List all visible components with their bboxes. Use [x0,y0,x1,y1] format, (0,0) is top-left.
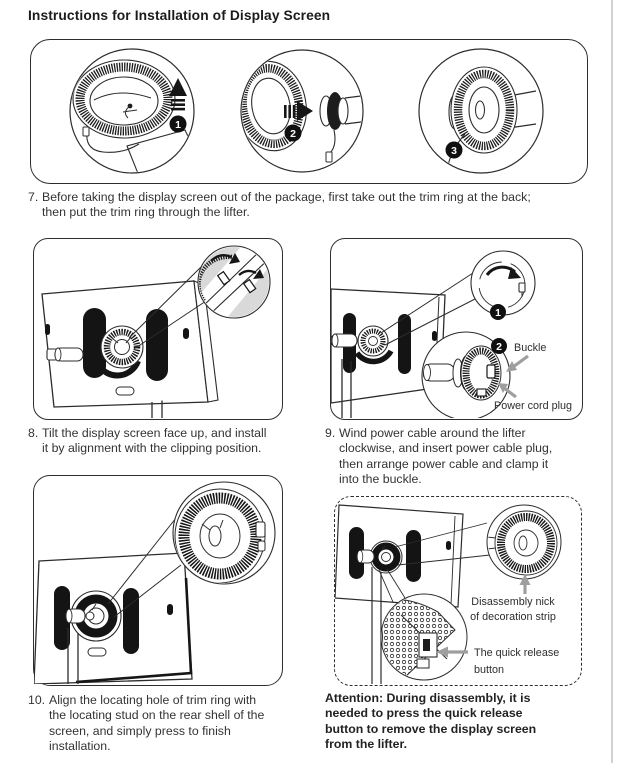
trim-ring-steps-illustration [31,40,586,181]
figure-step10-panel [33,475,283,686]
quick-release-label-line1: The quick release [474,647,560,659]
arrow-up-icon [169,78,187,110]
power-cord-plug-label: Power cord plug [494,400,573,412]
figure-step8-panel [33,238,283,420]
step-10-text [28,693,318,755]
step-9-text [325,426,600,488]
step-7-number: 7. [28,190,39,204]
step10-illustration [34,476,281,684]
step-9-line: clockwise, and insert power cable plug, [339,441,553,456]
step-9-line: into the buckle. [339,472,422,487]
badge-3-number: 3 [451,145,457,157]
figure-disassembly-panel [334,496,582,686]
step-9-line: Wind power cable around the lifter [339,426,526,440]
step-badge-1 [490,304,506,320]
step-7-text [28,190,603,221]
step-7-line: then put the trim ring through the lifter. [42,205,250,220]
badge-1-number: 1 [175,119,181,131]
buckle-label: Buckle [514,342,547,354]
step-badge-2 [491,338,507,354]
attention-note [325,691,593,753]
step-badge-3 [446,142,463,159]
disassembly-nick-label-line2: of decoration strip [470,611,556,623]
step-8-line: Tilt the display screen face up, and install [42,426,267,440]
step-badge-2 [285,125,302,142]
attention-line: from the lifter. [325,737,407,752]
badge-1-number: 1 [495,307,501,319]
step-8-text [28,426,318,457]
step-8-line: it by alignment with the clipping position. [42,441,262,456]
attention-line: needed to press the quick release [325,706,523,721]
step-badge-1 [170,116,187,133]
step-10-line: installation. [49,739,111,754]
wind-cable-detail-circle [471,251,535,315]
buckle-pointer-arrow [506,356,528,372]
step-7-line: Before taking the display screen out of the package, first take out the trim ring at the back; [42,190,531,204]
attention-line: Attention: During disassembly, it is [325,691,531,705]
step-10-line: screen, and simply press to finish [49,723,231,738]
step-8-number: 8. [28,426,39,440]
step9-illustration [331,239,581,418]
figure-trim-ring-panel [30,39,588,184]
badge-2-number: 2 [290,128,296,140]
disassembly-illustration [335,497,580,684]
disassembly-nick-label-line1: Disassembly nick [471,596,555,608]
step-10-line: the locating stud on the rear shell of the [49,708,265,723]
step8-illustration [34,239,281,418]
trim-ring-installed-drawing [444,67,536,175]
page-title: Instructions for Installation of Display Screen [28,8,331,23]
step-10-number: 10. [28,693,46,707]
step-9-number: 9. [325,426,336,440]
badge-2-number: 2 [496,341,502,353]
step-9-line: then arrange power cable and clamp it [339,456,549,471]
quick-release-label-line2: button [474,664,505,676]
attention-line: button to remove the display screen [325,721,537,736]
step-10-line: Align the locating hole of trim ring with [49,693,257,707]
figure-step9-panel [330,238,583,420]
page-edge-line [611,0,613,763]
